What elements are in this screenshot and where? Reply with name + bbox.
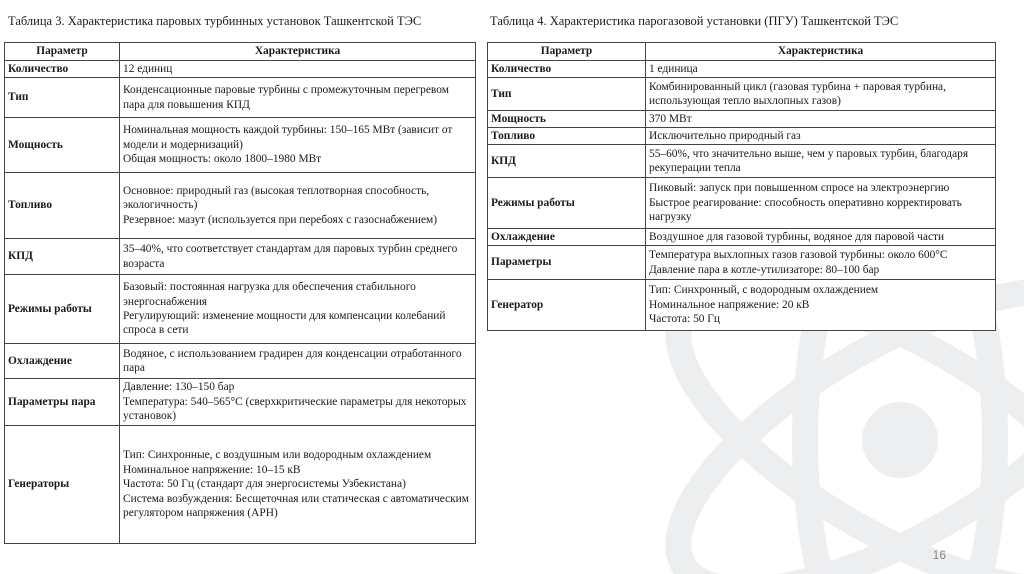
table3-caption: Таблица 3. Характеристика паровых турбинных установок Ташкентской ТЭС [8, 14, 422, 28]
param-cell: Режимы работы [488, 178, 646, 229]
value-cell [646, 178, 996, 229]
value-line: Общая мощность: около 1800–1980 МВт [123, 153, 322, 166]
param-cell: Охлаждение [5, 344, 120, 379]
param-cell: Генератор [488, 280, 646, 331]
value-cell [120, 118, 476, 173]
table4-header-param: Параметр [488, 43, 646, 61]
table3-header-char: Характеристика [120, 43, 476, 61]
value-line: Базовый: постоянная нагрузка для обеспечения стабильного энергоснабжения [123, 281, 416, 308]
value-line: Давление: 130–150 бар [123, 381, 235, 394]
value-line: Тип: Синхронные, с воздушным или водородным охлаждением [123, 449, 432, 462]
table3 [4, 42, 476, 544]
param-cell: Тип [488, 78, 646, 111]
table-row [488, 61, 996, 78]
value-line: 1 единица [649, 62, 698, 75]
table4-body [488, 61, 996, 331]
value-line: Номинальное напряжение: 20 кВ [649, 298, 810, 311]
table-row [5, 344, 476, 379]
table3-header-param: Параметр [5, 43, 120, 61]
value-line: Воздушное для газовой турбины, водяное для паровой части [649, 230, 945, 243]
table-row [5, 379, 476, 426]
table-row [5, 275, 476, 344]
param-cell: КПД [488, 145, 646, 178]
value-cell [646, 128, 996, 145]
param-cell: Параметры [488, 246, 646, 280]
table4-header-row [488, 43, 996, 61]
value-line: Водяное, с использованием градирен для конденсации отработанного пара [123, 347, 462, 374]
param-cell: Топливо [5, 173, 120, 239]
table-row [488, 78, 996, 111]
value-line: 12 единиц [123, 62, 173, 75]
value-cell [120, 61, 476, 78]
value-cell [120, 275, 476, 344]
value-line: Пиковый: запуск при повышенном спросе на электроэнергию [649, 182, 950, 195]
table-row [5, 118, 476, 173]
param-cell: Параметры пара [5, 379, 120, 426]
table-row [488, 229, 996, 246]
value-line: Основное: природный газ (высокая теплотворная способность, экологичность) [123, 184, 430, 212]
value-line: Исключительно природный газ [649, 129, 801, 142]
value-line: Номинальное напряжение: 10–15 кВ [123, 463, 301, 476]
value-line: 370 МВт [649, 112, 692, 125]
table-row [488, 280, 996, 331]
value-line: Резервное: мазут (используется при перебоях с газоснабжением) [123, 213, 438, 226]
value-cell [120, 239, 476, 275]
table-row [5, 239, 476, 275]
table-row [488, 178, 996, 229]
value-line: 35–40%, что соответствует стандартам для паровых турбин среднего возраста [123, 243, 458, 270]
value-cell [120, 173, 476, 239]
value-cell [120, 426, 476, 544]
param-cell: Количество [488, 61, 646, 78]
value-cell [120, 344, 476, 379]
value-cell [646, 61, 996, 78]
table-row [5, 78, 476, 118]
value-line: Частота: 50 Гц (стандарт для энергосистемы Узбекистана) [123, 478, 406, 491]
table-row [488, 111, 996, 128]
table3-body [5, 61, 476, 544]
value-line: Температура выхлопных газов газовой турбины: около 600°C [649, 249, 948, 262]
page-number: 16 [932, 548, 946, 562]
table-row [5, 61, 476, 78]
param-cell: Режимы работы [5, 275, 120, 344]
table-row [5, 426, 476, 544]
table3-header-row [5, 43, 476, 61]
value-cell [646, 280, 996, 331]
value-line: Частота: 50 Гц [649, 313, 720, 326]
table-row [5, 173, 476, 239]
param-cell: Мощность [488, 111, 646, 128]
param-cell: Охлаждение [488, 229, 646, 246]
param-cell: Тип [5, 78, 120, 118]
table-row [488, 145, 996, 178]
value-line: Регулирующий: изменение мощности для компенсации колебаний спроса в сети [123, 310, 446, 337]
value-cell [646, 229, 996, 246]
value-cell [646, 78, 996, 111]
value-cell [646, 246, 996, 280]
table4-header-char: Характеристика [646, 43, 996, 61]
value-cell [646, 111, 996, 128]
value-cell [646, 145, 996, 178]
value-line: 55–60%, что значительно выше, чем у паровых турбин, благодаря рекуперации тепла [649, 147, 969, 174]
table4-caption: Таблица 4. Характеристика парогазовой установки (ПГУ) Ташкентской ТЭС [490, 14, 899, 28]
param-cell: Топливо [488, 128, 646, 145]
value-line: Система возбуждения: Бесщеточная или статическая с автоматическим регулятором напряжения (АРН) [123, 492, 469, 520]
param-cell: КПД [5, 239, 120, 275]
value-line: Номинальная мощность каждой турбины: 150–165 МВт (зависит от модели и модернизаций) [123, 124, 453, 151]
value-line: Тип: Синхронный, с водородным охлаждением [649, 284, 879, 297]
param-cell: Количество [5, 61, 120, 78]
param-cell: Генераторы [5, 426, 120, 544]
table-row [488, 128, 996, 145]
value-line: Давление пара в котле-утилизаторе: 80–100 бар [649, 263, 880, 276]
value-cell [120, 78, 476, 118]
value-cell [120, 379, 476, 426]
table-row [488, 246, 996, 280]
value-line: Конденсационные паровые турбины с промежуточным перегревом пара для повышения КПД [123, 84, 449, 111]
value-line: Быстрое реагирование: способность оперативно корректировать нагрузку [649, 196, 962, 224]
value-line: Температура: 540–565°C (сверхкритические параметры для некоторых установок) [123, 395, 467, 423]
value-line: Комбинированный цикл (газовая турбина + паровая турбина, использующая тепло выхлопных газов) [649, 80, 946, 107]
param-cell: Мощность [5, 118, 120, 173]
table4 [487, 42, 996, 331]
